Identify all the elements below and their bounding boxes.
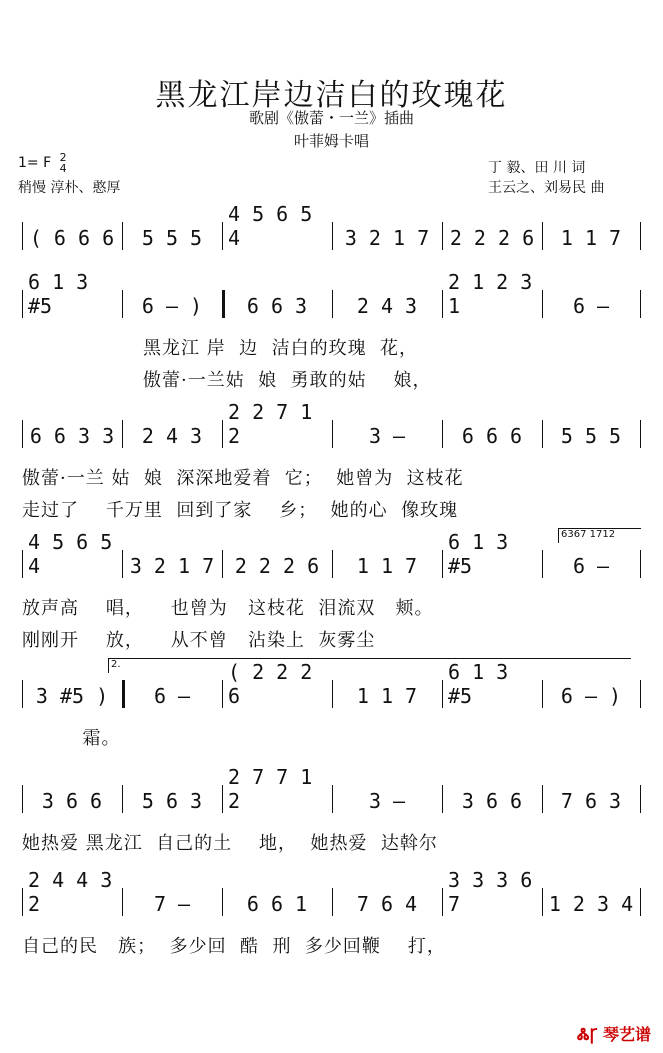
measure: 6 — (153, 684, 191, 708)
barline (542, 420, 543, 448)
measure: 3 2 1 7 (129, 554, 215, 578)
measure: 5 5 5 (141, 226, 203, 250)
score-row (22, 660, 640, 710)
barline (22, 550, 23, 578)
barline (542, 290, 543, 318)
measure: 2 2 2 6 (234, 554, 320, 578)
barline (542, 680, 543, 708)
barline (332, 785, 333, 813)
measure: 7 — (153, 892, 191, 916)
measure: 2 2 2 6 (449, 226, 535, 250)
barline (542, 222, 543, 250)
measure: 3 2 1 7 (344, 226, 430, 250)
barline (222, 420, 223, 448)
score-row (22, 270, 640, 320)
barline (640, 888, 641, 916)
barline (22, 888, 23, 916)
barline (442, 290, 443, 318)
measure: 6 — ) (141, 294, 203, 318)
measure: 3 — (368, 424, 406, 448)
barline (332, 222, 333, 250)
barline (222, 888, 223, 916)
lyric-line: 她热爱 黑龙江 自己的土 地， 她热爱 达斡尔 (22, 833, 438, 854)
barline (640, 680, 641, 708)
measure: 3 3 3 6 7 (448, 868, 533, 916)
barline (640, 550, 641, 578)
barline (122, 888, 123, 916)
measure: ( 6 6 6 (29, 226, 115, 250)
barline (640, 785, 641, 813)
measure: 2 1 2 3 1 (448, 270, 533, 318)
barline (332, 888, 333, 916)
barline (332, 420, 333, 448)
measure: 3 6 6 (41, 789, 103, 813)
measure: 4 5 6 5 4 (228, 202, 313, 250)
barline (442, 222, 443, 250)
logo-icon: ᏜꞄ (577, 1025, 598, 1044)
lyric-line: 黑龙江 岸 边 洁白的玫瑰 花， (22, 338, 419, 359)
measure: 6 1 3 #5 (28, 270, 89, 318)
measure: 6 — (572, 554, 610, 578)
barline (332, 680, 333, 708)
barline (442, 680, 443, 708)
measure: 2 4 3 (356, 294, 418, 318)
subtitle-singer: 叶菲姆卡唱 (293, 132, 369, 150)
measure: 2 4 4 3 2 (28, 868, 113, 916)
barline (22, 290, 23, 318)
measure: 3 6 6 (461, 789, 523, 813)
barline (222, 680, 223, 708)
barline (442, 420, 443, 448)
barline (542, 888, 543, 916)
barline (122, 222, 123, 250)
barline (22, 222, 23, 250)
barline (442, 550, 443, 578)
barline (122, 785, 123, 813)
measure: 4 5 6 5 4 (28, 530, 113, 578)
measure: 6 1 3 #5 (448, 660, 509, 708)
measure: 6 6 3 3 (29, 424, 115, 448)
barline (222, 290, 225, 318)
barline (22, 680, 23, 708)
measure: 2 7 7 1 2 (228, 765, 313, 813)
composer-credit: 王云之、刘易民 曲 (488, 180, 605, 196)
lyric-line: 傲蕾·一兰 姑 娘 深深地爱着 它； 她曾为 这枝花 (22, 468, 464, 489)
score-row (22, 868, 640, 918)
measure: 6 6 3 (246, 294, 308, 318)
tempo-marking: 稍慢 淳朴、憨厚 (18, 180, 121, 196)
measure: 1 1 7 (560, 226, 622, 250)
barline (222, 550, 223, 578)
measure: 6 1 3 #5 (448, 530, 509, 578)
barline (222, 222, 223, 250)
measure: 1 2 3 4 (548, 892, 634, 916)
barline (332, 550, 333, 578)
song-title: 黑龙江岸边洁白的玫瑰花 (155, 78, 508, 113)
barline (442, 888, 443, 916)
barline (122, 680, 125, 708)
barline (640, 290, 641, 318)
measure: 6 6 1 (246, 892, 308, 916)
lyric-line: 霜。 (22, 728, 121, 749)
barline (542, 785, 543, 813)
measure: 1 1 7 (356, 554, 418, 578)
score-row (22, 202, 640, 252)
measure: 5 6 3 (141, 789, 203, 813)
barline (122, 420, 123, 448)
barline (222, 785, 223, 813)
barline (542, 550, 543, 578)
score-row (22, 400, 640, 450)
measure: 6 6 6 (461, 424, 523, 448)
barline (122, 290, 123, 318)
measure: 6 — ) (560, 684, 622, 708)
measure: 5 5 5 (560, 424, 622, 448)
lyric-line: 自己的民 族； 多少回 酷 刑 多少回鞭 打， (22, 936, 446, 957)
watermark-logo: ᏜꞄ 琴艺谱 (577, 1025, 651, 1044)
barline (640, 222, 641, 250)
key-signature: 1= F 2 4 (18, 151, 67, 175)
barline (640, 420, 641, 448)
measure: 1 1 7 (356, 684, 418, 708)
barline (122, 550, 123, 578)
lyric-line: 走过了 千万里 回到了家 乡； 她的心 像玫瑰 (22, 500, 459, 521)
lyric-line: 放声高 唱， 也曾为 这枝花 泪流双 颊。 (22, 598, 434, 619)
barline (332, 290, 333, 318)
measure: 2 2 7 1 2 (228, 400, 313, 448)
barline (22, 785, 23, 813)
score-row (22, 765, 640, 815)
measure: 3 — (368, 789, 406, 813)
lyric-line: 傲蕾·一兰姑 娘 勇敢的姑 娘， (22, 370, 432, 391)
lyricist-credit: 丁 毅、田 川 词 (488, 160, 586, 176)
volta-first-ending: 6367 1712 (558, 528, 641, 543)
measure: 2 4 3 (141, 424, 203, 448)
barline (442, 785, 443, 813)
measure: ( 2 2 2 6 (228, 660, 313, 708)
volta-second-ending: 2. (108, 658, 631, 673)
subtitle-opera: 歌剧《傲蕾・一兰》插曲 (248, 109, 414, 127)
measure: 7 6 3 (560, 789, 622, 813)
measure: 7 6 4 (356, 892, 418, 916)
measure: 6 — (572, 294, 610, 318)
measure: 3 #5 ) (35, 684, 109, 708)
barline (22, 420, 23, 448)
lyric-line: 刚刚开 放， 从不曾 沾染上 灰雾尘 (22, 630, 376, 651)
